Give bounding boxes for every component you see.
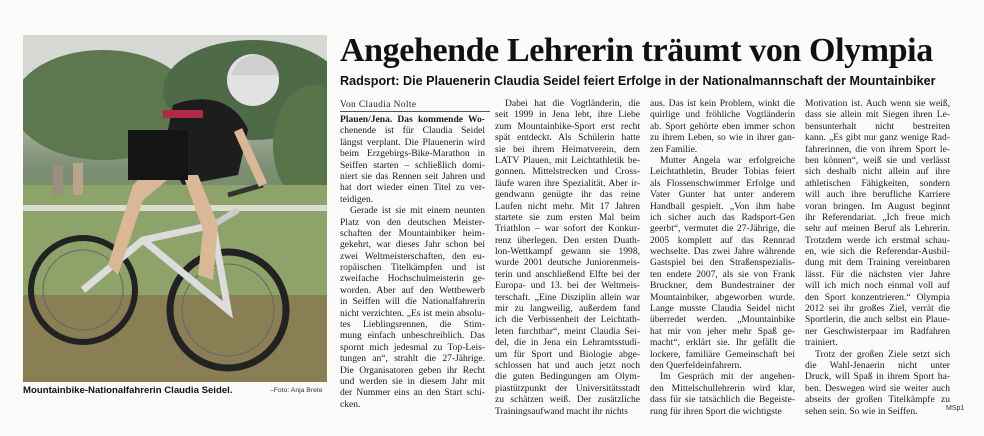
article-text-line: längst verplant. Die Plauenerin wird	[340, 136, 485, 148]
article-text-line: kann. „Es gibt nur ganz wenige Rad-	[805, 132, 950, 144]
article-text-line: als Flossenschwimmer Erfolge und	[650, 177, 795, 189]
article-text-line: Die Organisatoren geben ihr Recht	[340, 364, 485, 376]
article-text-line: tungen an“, strahlt die 27-Jährige.	[340, 353, 485, 365]
article-text-line: wurde 2001 deutsche Juniorenmeis-	[495, 257, 640, 269]
text-column-4	[805, 98, 950, 417]
article-text-line: den Querfeldeinfahrern.	[650, 359, 742, 371]
article-text-line: den Sport konzentrieren.“ Olympia	[805, 291, 950, 303]
article-text-line: 2012 sei ihr großes Ziel, verrät die	[805, 303, 950, 315]
article-text-line: terin und anschließend Elfte bei der	[495, 268, 640, 280]
article-text-line: athletischen Fähigkeiten, sondern	[805, 177, 950, 189]
article-text-line: Seiffen starten – schließlich domi-	[340, 159, 485, 171]
article-text-line: Sportlerin, die auch selbst ein Plaue-	[805, 314, 950, 326]
article-text-line: überredet werden. „Mountainbike	[650, 314, 795, 326]
article-text-line: will ich mich noch einmal voll auf	[805, 280, 950, 292]
article-subhead: Radsport: Die Plauenerin Claudia Seidel feiert Erfolge in der Nationalmannschaft der Mountainbiker	[340, 74, 936, 88]
article-text-line: sehr auf meinen Beruf als Lehrerin.	[805, 223, 950, 235]
article-text-line: Lange musste Claudia Seidel nicht	[650, 303, 795, 315]
article-text-line: 2005 komplett auf das Rennrad	[650, 234, 795, 246]
article-text-line: startete sie zum ersten Mal beim	[495, 211, 640, 223]
article-text-line: chenende ist für Claudia Seidel	[340, 125, 485, 137]
article-text-line: rung für ihren Sport die wichtigste	[650, 405, 782, 417]
article-text-line: und werden sie in diesem Jahr mit	[340, 375, 485, 387]
article-text-line: in Seiffen will die Nationalfahrerin	[340, 296, 485, 308]
article-text-line: bensunterhalt nicht bestreiten	[805, 120, 950, 132]
article-text-line: Mountainbiker, abgeworben wurde.	[650, 291, 795, 303]
article-text-line: worden. Aber auf den Wettbewerb	[340, 284, 485, 296]
text-column-2	[495, 98, 640, 417]
article-text-line: Bruckner, dem Bundestrainer der	[650, 280, 795, 292]
article-text-line: geerbt“, vermutet die 27-Jährige, die	[650, 223, 795, 235]
article-text-line: seit 1999 in Jena lebt, ihre Liebe	[495, 109, 640, 121]
article-text-line: spät entdeckt. Als Schülerin hatte	[495, 132, 640, 144]
article-headline: Angehende Lehrerin träumt von Olympia	[340, 32, 933, 69]
article-text-line: will auch ihre berufliche Karriere	[805, 189, 950, 201]
article-text-line: gonnen. Mittelstrecken und Cross-	[495, 166, 640, 178]
article-text-line: ben können“, weiß sie und verlässt	[805, 154, 950, 166]
article-text-line: trainiert.	[805, 337, 838, 349]
article-text-line: ihr Referendariat. „Ich freue mich	[805, 211, 950, 223]
article-text-line: cken.	[340, 398, 361, 410]
photo-credit: –Foto: Anja Brete	[270, 387, 323, 394]
article-text-line: den Mittelschullehrerin wird klar,	[650, 382, 795, 394]
article-text-line: en, wie sich die Referendar-Ausbil-	[805, 246, 950, 258]
article-text-line: piastützpunkt der Universitätsstadt	[495, 382, 640, 394]
article-byline: Von Claudia Nolte	[340, 100, 490, 112]
article-text-line: Gerade ist sie mit einem neunten	[350, 205, 485, 217]
article-text-line: Leichtathletin, Bruder Tobias feiert	[650, 166, 795, 178]
article-text-line: um für Sport und Biologie abge-	[495, 348, 640, 360]
article-text-line: quirlige und fröhliche Vogtländerin	[650, 109, 795, 121]
article-text-line: zu schätzen weiß. Der zusätzliche	[495, 394, 640, 406]
article-text-line: zum Mountainbike-Sport erst recht	[495, 120, 640, 132]
article-text-line: dass für sie tatsächlich die Begeiste-	[650, 394, 795, 406]
article-text-line: Vater Gunter hat unter anderem	[650, 189, 795, 201]
article-text-line: macht“, erklärt sie. Ihr gefällt die	[650, 337, 795, 349]
article-text-line: lon-Wettkampf gewann sie 1998,	[495, 246, 640, 258]
article-text-line: die guten Bedingungen am Olym-	[495, 371, 640, 383]
article-text-line: Trotzdem werde ich erstmal schau-	[805, 234, 950, 246]
article-text-line: mir zu langweilig, außerdem fand	[495, 303, 640, 315]
article-text-line: ich die Verbissenheit der Leichtath-	[495, 314, 640, 326]
article-text-line: niert sie das Rennen seit Jahren und	[340, 170, 485, 182]
article-text-line: Trainingsaufwand macht ihr nichts	[495, 405, 629, 417]
article-text-line: abseits der großen Titelkämpfe zu	[805, 394, 950, 406]
article-text-line: beim Erzgebirgs-Bike-Marathon in	[340, 148, 485, 160]
article-text-line: ab. Sport gehörte eben immer schon	[650, 120, 795, 132]
article-text-line: Im Gespräch mit der angehen-	[660, 371, 795, 383]
article-text-line: schaften der Mountainbiker heim-	[340, 227, 485, 239]
article-text-line: ich sicher auch das Radsport-Gen	[650, 211, 795, 223]
article-text-line: teidigen.	[340, 193, 374, 205]
article-text-line: Handball gespielt. „Von ihm habe	[650, 200, 795, 212]
article-text-line: Laufen nicht mehr. Mit 17 Jahren	[495, 200, 640, 212]
article-text-line: sie bei ihrem Heimatverein, dem	[495, 143, 640, 155]
article-text-line: LATV Plauen, mit Leichtathletik be-	[495, 154, 640, 166]
cyclist-photo-illustration	[23, 35, 327, 382]
text-column-1	[340, 114, 485, 410]
article-photo	[23, 35, 327, 382]
article-text-line: ten endete 2007, als sie von Frank	[650, 268, 795, 280]
article-text-line: aus. Das ist kein Problem, winkt die	[650, 98, 795, 109]
photo-caption: Mountainbike-Nationalfahrerin Claudia Seidel.	[23, 385, 233, 396]
article-text-line: terschaft. „Eine Disziplin allein war	[495, 291, 640, 303]
article-text-line: ropäischen Titelkämpfen und ist	[340, 262, 485, 274]
article-text-line: nicht verzichten. „Es ist mein absolu-	[340, 307, 485, 319]
article-text-line: leten furchtbar“, meint Claudia Sei-	[495, 325, 640, 337]
article-text-line: voran bringen. Im August beginnt	[805, 200, 950, 212]
article-text-line: zu ihrem Leben, so wie in ihrer gan-	[650, 132, 795, 144]
article-text-line: der Nummer eins an den Start schi-	[340, 387, 485, 399]
article-text-line: läufe waren ihre Spezialität. Aber ir-	[495, 177, 640, 189]
article-text-line: Platz von den deutschen Meister-	[340, 216, 485, 228]
article-text-line: Plauen/Jena. Das kommende Wo-	[340, 114, 485, 125]
article-text-line: tes Lieblingsrennen, die Stim-	[340, 319, 485, 331]
article-text-line: die Wahl-Jenaerin nicht unter	[805, 359, 950, 371]
article-text-line: zweifache Hochschulmeisterin ge-	[340, 273, 485, 285]
article-text-line: fahrerinnen, die von ihrem Sport le-	[805, 143, 950, 155]
article-text-line: mung einfach unbeschreiblich. Das	[340, 330, 485, 342]
article-text-line: Triathlon – war sofort der Konkur-	[495, 223, 640, 235]
article-text-line: gendwann genügte ihr das reine	[495, 189, 640, 201]
article-text-line: schlossen hat und auch jetzt noch	[495, 359, 640, 371]
article-text-line: Dabei hat die Vogtländerin, die	[505, 98, 640, 109]
article-text-line: Gastspiel bei den Straßenspezialis-	[650, 257, 795, 269]
article-text-line: dung mit dem Training vereinbaren	[805, 257, 950, 269]
text-column-3	[650, 98, 795, 417]
article-text-line: Mutter Angela war erfolgreiche	[660, 154, 795, 166]
article-text-line: Druck, will Spaß in ihrem Sport ha-	[805, 371, 950, 383]
article-text-line: lockere, familiäre Gemeinschaft bei	[650, 348, 795, 360]
article-text-line: renz überlegen. Den ersten Duath-	[495, 234, 640, 246]
article-text-line: lässt. Für die nächsten vier Jahre	[805, 268, 950, 280]
article-text-line: wechselte. Das zwei Jahre währende	[650, 246, 795, 258]
article-text-line: spornt mich jedesmal zu Top-Leis-	[340, 341, 485, 353]
article-text-line: hat dort wieder einen Titel zu ver-	[340, 182, 485, 194]
article-text-line: del, die in Jena ein Lehramtsstudi-	[495, 337, 640, 349]
article-text-line: gekehrt, war dieses Jahr schon bei	[340, 239, 485, 251]
article-text-line: zen Familie.	[650, 143, 698, 155]
article-text-line: hat mir von jeher mehr Spaß ge-	[650, 325, 795, 337]
article-text-line: Europa- und 13. bei der Weltmeis-	[495, 280, 640, 292]
article-text-line: dass sie allein mit Siegen ihren Le-	[805, 109, 950, 121]
article-text-line: sehen sein. So wie in Seiffen.	[805, 405, 918, 417]
article-text-line: zwei Weltmeisterschaften, den eu-	[340, 250, 485, 262]
article-text-line: ner Geschwisterpaar im Radfahren	[805, 325, 950, 337]
article-text-line: Motivation ist. Auch wenn sie weiß,	[805, 98, 950, 109]
article-text-line: Trotz der großen Ziele setzt sich	[815, 348, 950, 360]
article-text-line: sich deshalb nicht allein auf ihre	[805, 166, 950, 178]
article-text-line: ben. Deswegen wird sie weiter auch	[805, 382, 950, 394]
page-marker: MSp1	[946, 405, 965, 412]
